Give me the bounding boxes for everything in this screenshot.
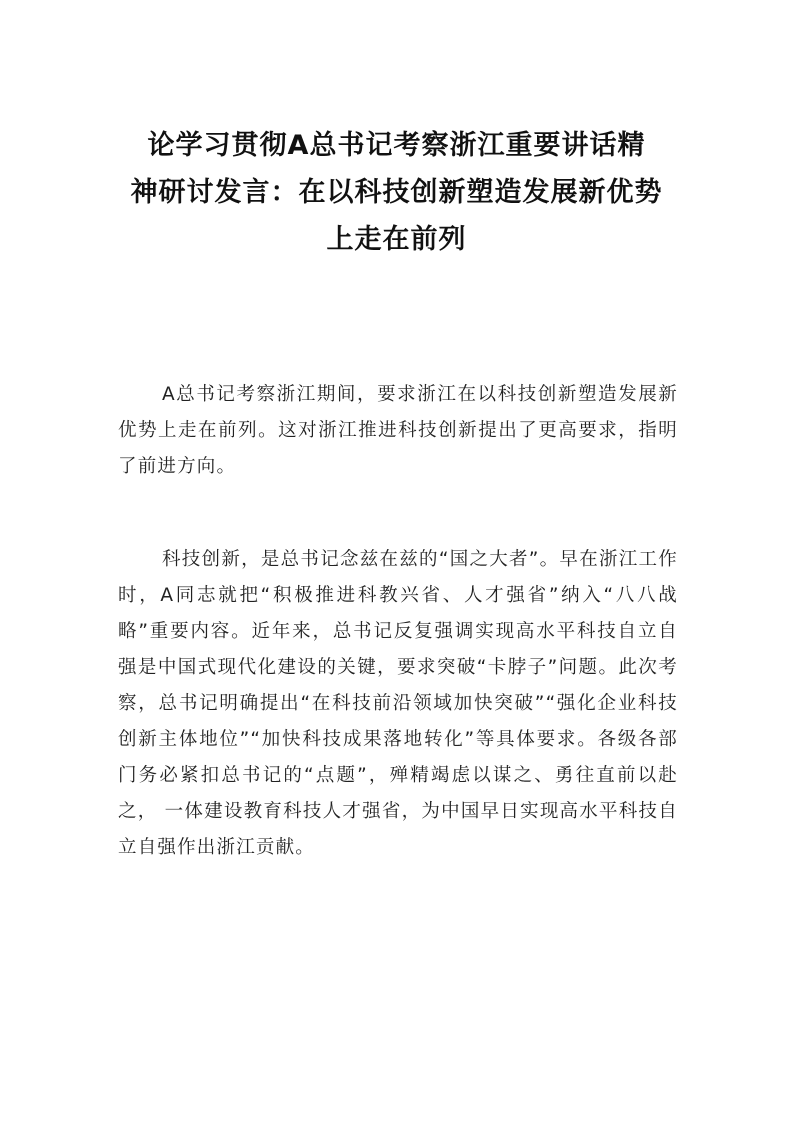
title-line-3: 上走在前列 <box>326 224 467 255</box>
title-line-2: 神研讨发言：在以科技创新塑造发展新优势 <box>130 177 663 208</box>
paragraph-tech-innovation: 科技创新，是总书记念兹在兹的“国之大者”。早在浙江工作时，A同志就把“积极推进科教兴省、人才强省”纳入“八八战略”重要内容。近年来，总书记反复强调实现高水平科技自立自强是中国式现代化建设的关键，要求突破“卡脖子”问题。此次考察，总书记明确提出“在科技前沿领域加快突破”“强化企业科技创新主体地位”“加快科技成果落地转化”等具体要求。各级各部门务必紧扣总书记的“点题”，殚精竭虑以谋之、勇往直前以赴之， 一体建设教育科技人才强省，为中国早日实现高水平科技自立自强作出浙江贡献。 <box>118 549 678 858</box>
document-title <box>110 122 683 263</box>
title-line-1: 论学习贯彻A总书记考察浙江重要讲话精 <box>147 130 646 161</box>
paragraph-intro: A总书记考察浙江期间，要求浙江在以科技创新塑造发展新优势上走在前列。这对浙江推进科技创新提出了更高要求，指明了前进方向。 <box>118 384 678 477</box>
